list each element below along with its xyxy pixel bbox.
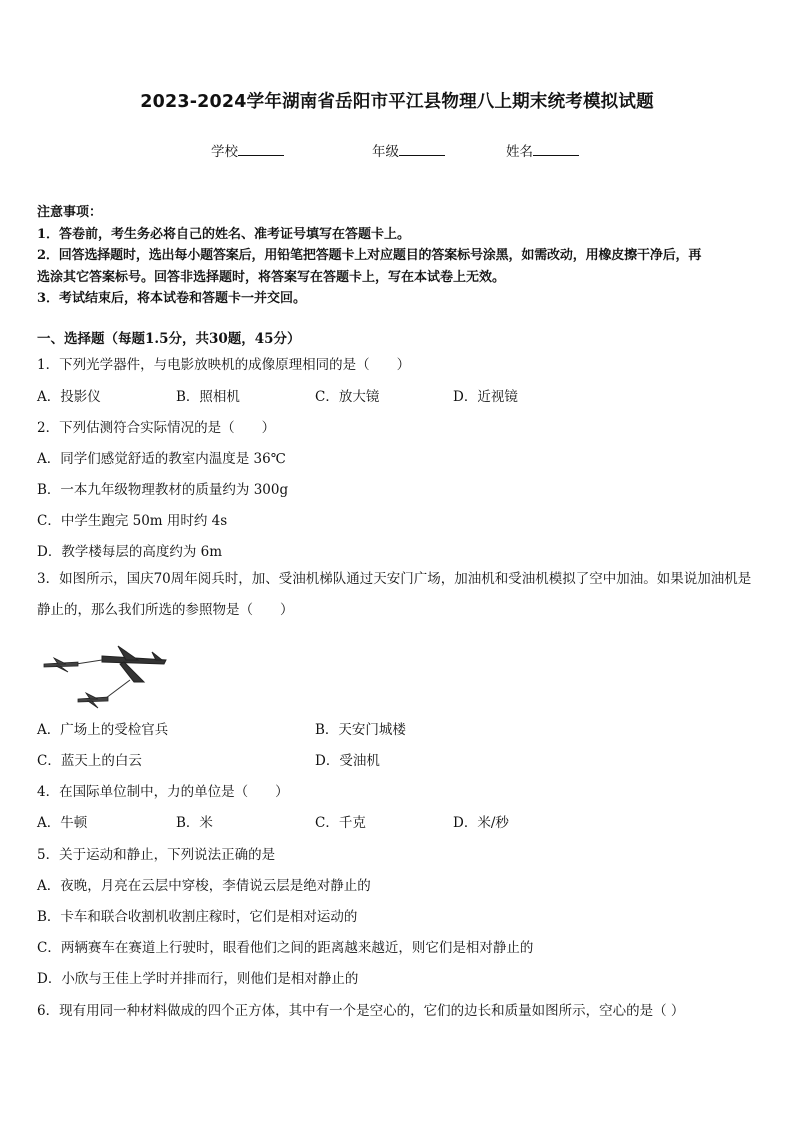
grade-blank <box>399 142 445 156</box>
q5-option-b: B．卡车和联合收割机收割庄稼时，它们是相对运动的 <box>37 909 358 925</box>
q5-option-a: A．夜晚，月亮在云层中穿梭，李倩说云层是绝对静止的 <box>37 878 371 894</box>
question-4-stem: 4．在国际单位制中，力的单位是（ ） <box>37 784 289 800</box>
page-title: 2023-2024学年湖南省岳阳市平江县物理八上期末统考模拟试题 <box>140 92 654 112</box>
note-line: 2．回答选择题时，选出每小题答案后，用铅笔把答题卡上对应题目的答案标号涂黑，如需改动，用橡皮擦干净后，再 <box>37 248 702 263</box>
q1-option-d: D．近视镜 <box>453 389 518 405</box>
q3-option-b: B．天安门城楼 <box>315 722 406 738</box>
q1-option-c: C．放大镜 <box>315 389 380 405</box>
q3-option-c: C．蓝天上的白云 <box>37 753 142 769</box>
note-line: 3．考试结束后，将本试卷和答题卡一并交回。 <box>37 291 307 306</box>
q4-option-d: D．米/秒 <box>453 815 509 831</box>
q1-option-a: A．投影仪 <box>37 389 101 405</box>
school-blank <box>238 142 284 156</box>
question-2-stem: 2．下列估测符合实际情况的是（ ） <box>37 420 276 436</box>
notes-heading: 注意事项： <box>37 205 103 220</box>
question-1-stem: 1．下列光学器件，与电影放映机的成像原理相同的是（ ） <box>37 357 411 373</box>
student-info-row <box>0 140 794 160</box>
q5-option-d: D．小欣与王佳上学时并排而行，则他们是相对静止的 <box>37 971 359 987</box>
question-3-stem: 3．如图所示，国庆70周年阅兵时，加、受油机梯队通过天安门广场，加油机和受油机模拟了空中加油。如果说加油机是静止的，那么我们所选的参照物是（ ） <box>37 571 752 618</box>
q2-option-a: A．同学们感觉舒适的教室内温度是 36℃ <box>37 451 286 467</box>
q1-option-b: B．照相机 <box>176 389 240 405</box>
aerial-refueling-illustration <box>40 642 170 712</box>
grade-field <box>372 140 445 160</box>
school-field <box>211 140 284 160</box>
note-line: 1．答卷前，考生务必将自己的姓名、准考证号填写在答题卡上。 <box>37 226 411 242</box>
grade-label: 年级 <box>372 144 399 160</box>
refuel-hose-upper <box>76 660 102 664</box>
question-6-stem: 6．现有用同一种材料做成的四个正方体，其中有一个是空心的，它们的边长和质量如图所示，空心的是（ ） <box>37 1003 685 1019</box>
name-label: 姓名 <box>506 144 533 160</box>
q4-option-c: C．千克 <box>315 815 366 831</box>
q3-option-a: A．广场上的受检官兵 <box>37 722 169 738</box>
q4-option-b: B．米 <box>176 815 213 831</box>
notes-block <box>37 202 761 310</box>
receiver-aircraft-lower-icon <box>78 693 108 708</box>
question-5-stem: 5．关于运动和静止，下列说法正确的是 <box>37 847 276 863</box>
q2-option-b: B．一本九年级物理教材的质量约为 300g <box>37 482 289 498</box>
q4-option-a: A．牛顿 <box>37 815 88 831</box>
q3-option-d: D．受油机 <box>315 753 380 769</box>
q2-option-c: C．中学生跑完 50m 用时约 4s <box>37 513 228 529</box>
school-label: 学校 <box>211 144 238 160</box>
tanker-aircraft-icon <box>102 646 166 682</box>
note-line: 选涂其它答案标号。回答非选择题时，将答案写在答题卡上，写在本试卷上无效。 <box>37 269 506 285</box>
name-blank <box>533 142 579 156</box>
name-field <box>506 140 579 160</box>
q2-option-d: D．教学楼每层的高度约为 6m <box>37 544 223 560</box>
q5-option-c: C．两辆赛车在赛道上行驶时，眼看他们之间的距离越来越近，则它们是相对静止的 <box>37 940 534 956</box>
receiver-aircraft-upper-icon <box>44 658 78 672</box>
section-heading: 一、选择题（每题1.5分，共30题，45分） <box>37 331 301 347</box>
refuel-hose-lower <box>106 680 130 698</box>
